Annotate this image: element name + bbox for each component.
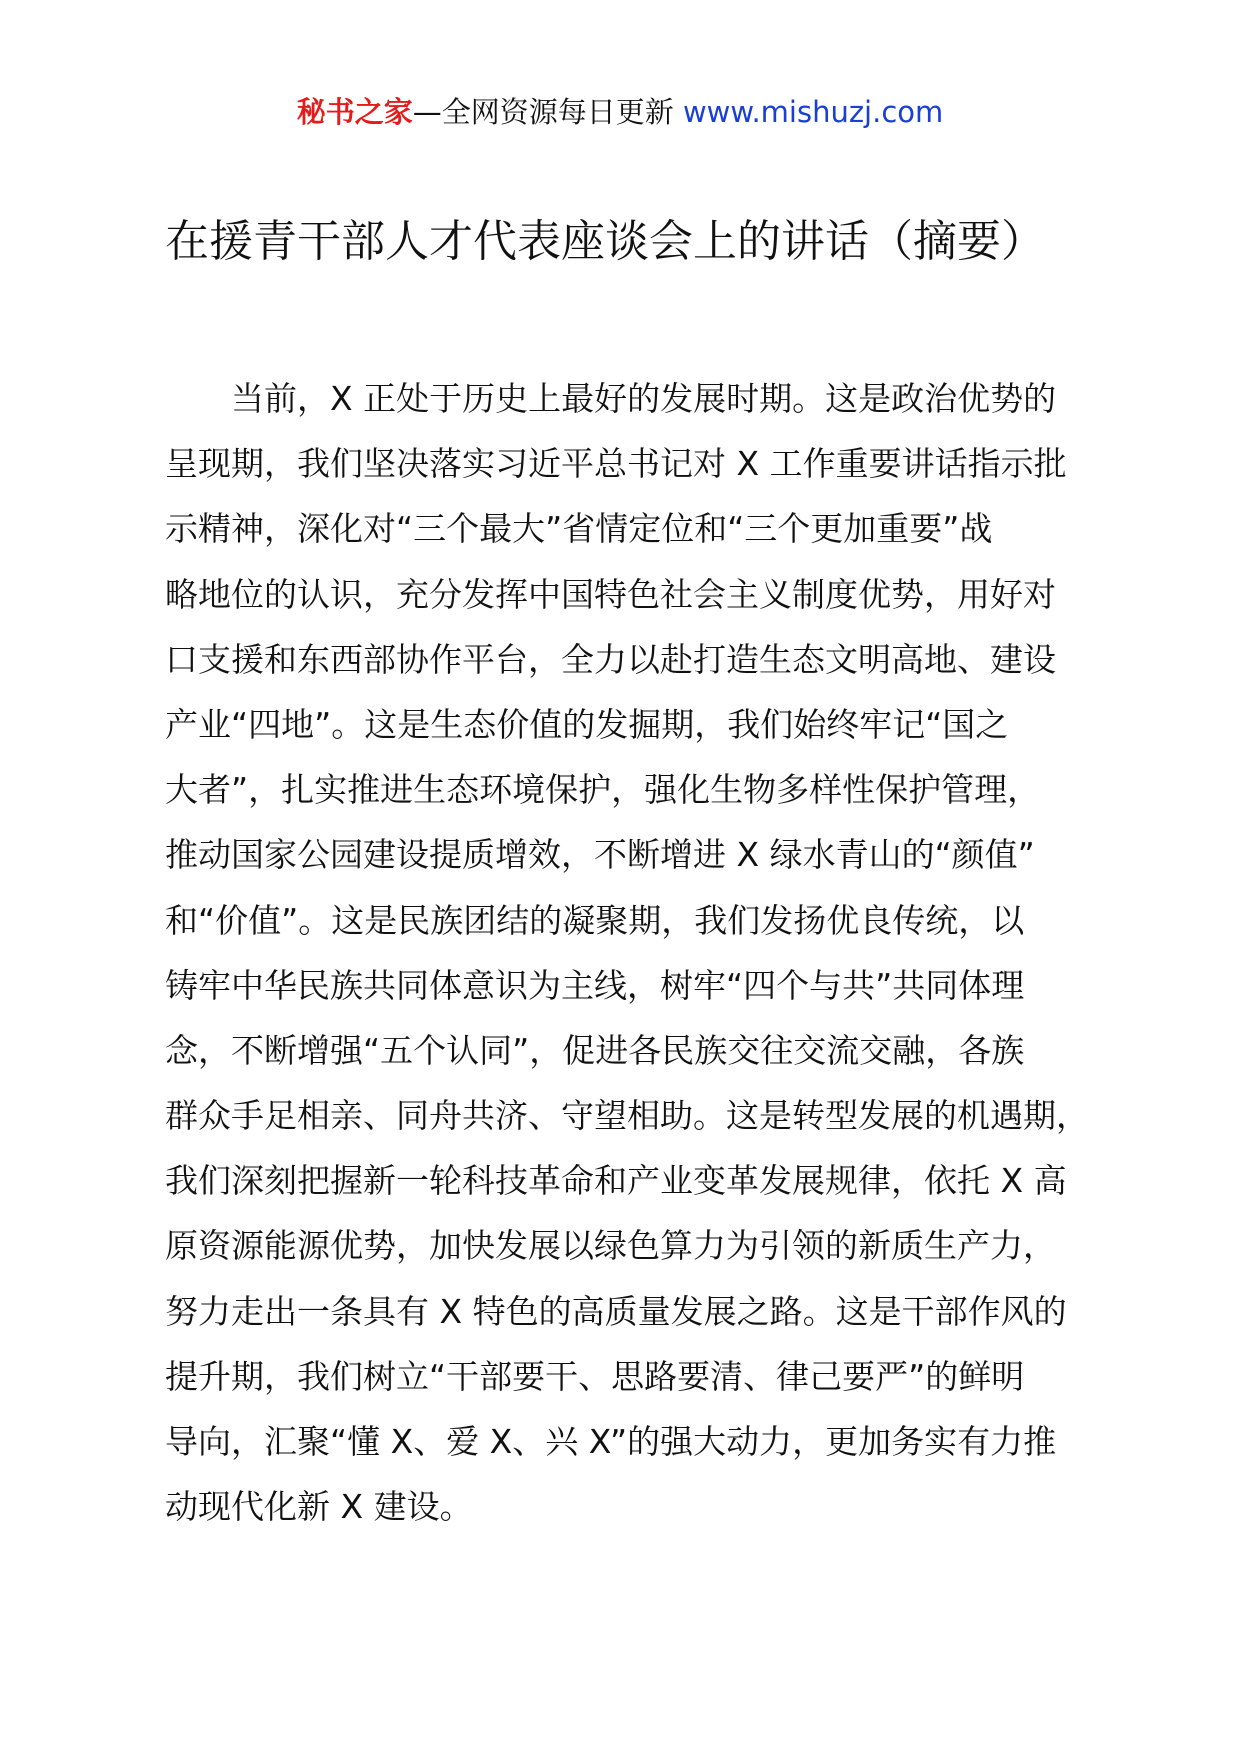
body-line: 推动国家公园建设提质增效，不断增进 X 绿水青山的“颜值” — [165, 835, 1035, 875]
site-tagline: —全网资源每日更新 — [412, 95, 674, 129]
body-line: 和“价值”。这是民族团结的凝聚期，我们发扬优良传统，以 — [165, 900, 1025, 940]
body-line: 念，不断增强“五个认同”，促进各民族交往交流交融，各族 — [165, 1030, 1025, 1070]
document-title: 在援青干部人才代表座谈会上的讲话（摘要） — [165, 216, 1045, 267]
body-line: 努力走出一条具有 X 特色的高质量发展之路。这是干部作风的 — [165, 1291, 1067, 1331]
body-line: 产业“四地”。这是生态价值的发掘期，我们始终牢记“国之 — [165, 704, 1009, 744]
body-line: 原资源能源优势，加快发展以绿色算力为引领的新质生产力， — [165, 1226, 1056, 1266]
body-line: 示精神，深化对“三个最大”省情定位和“三个更加重要”战 — [165, 509, 993, 549]
body-line: 当前，X 正处于历史上最好的发展时期。这是政治优势的 — [231, 379, 1057, 418]
site-header — [0, 92, 1240, 132]
body-line: 导向，汇聚“懂 X、爱 X、兴 X”的强大动力，更加务实有力推 — [165, 1422, 1057, 1461]
body-line: 我们深刻把握新一轮科技革命和产业变革发展规律，依托 X 高 — [165, 1161, 1067, 1201]
body-line: 口支援和东西部协作平台，全力以赴打造生态文明高地、建设 — [165, 639, 1056, 679]
body-line: 提升期，我们树立“干部要干、思路要清、律己要严”的鲜明 — [165, 1356, 1025, 1396]
body-line: 略地位的认识，充分发挥中国特色社会主义制度优势，用好对 — [165, 574, 1056, 614]
document-body — [165, 366, 1089, 1539]
body-line: 呈现期，我们坚决落实习近平总书记对 X 工作重要讲话指示批 — [165, 444, 1067, 484]
body-line: 动现代化新 X 建设。 — [165, 1487, 473, 1527]
body-line: 铸牢中华民族共同体意识为主线，树牢“四个与共”共同体理 — [165, 965, 1025, 1005]
site-url-link[interactable]: www.mishuzj.com — [682, 95, 944, 129]
body-line: 大者”，扎实推进生态环境保护，强化生物多样性保护管理， — [165, 770, 1041, 810]
body-line: 群众手足相亲、同舟共济、守望相助。这是转型发展的机遇期， — [165, 1096, 1089, 1136]
site-brand: 秘书之家 — [296, 95, 413, 129]
